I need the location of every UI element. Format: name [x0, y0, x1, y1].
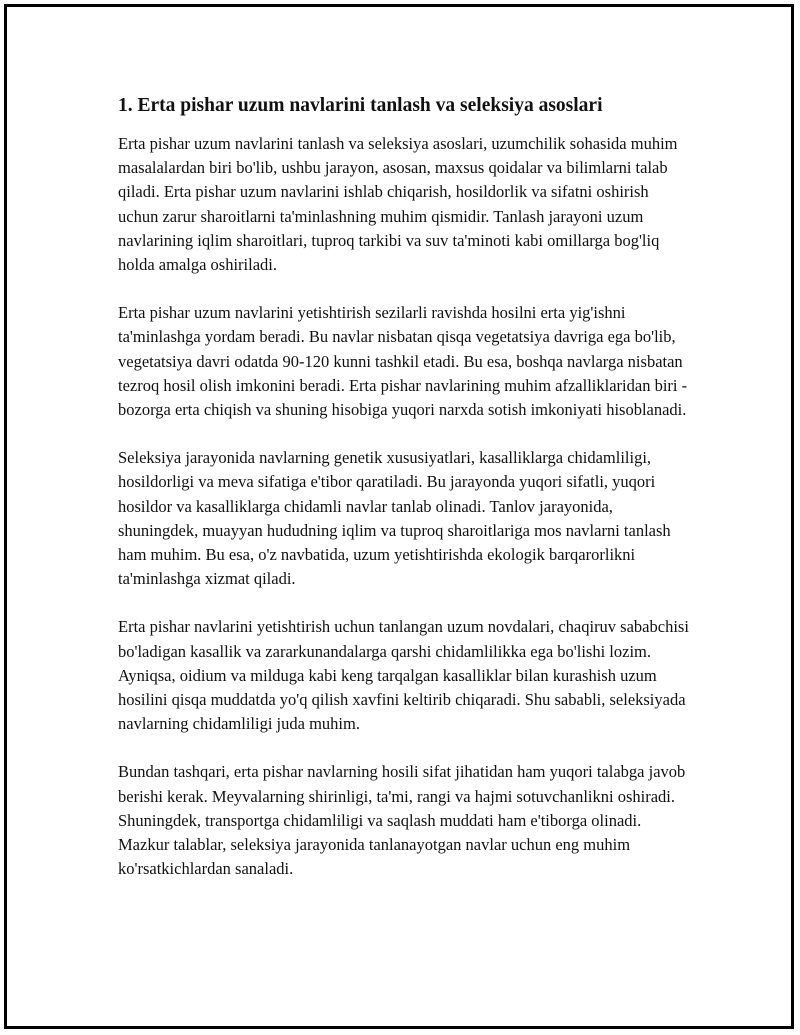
- section-heading: 1. Erta pishar uzum navlarini tanlash va seleksiya asoslari: [118, 95, 603, 116]
- paragraph-3: Seleksiya jarayonida navlarning genetik xususiyatlari, kasalliklarga chidamliligi, hosildorligi va meva sifatiga e'tibor qaratiladi. Bu jarayonda yuqori sifatli, yuqori hosildor va kasalliklarga chidamli navlar tanlab olinadi. Tanlov jarayonida, shuningdek, muayyan hududning iqlim va tuproq sharoitlariga mos navlarni tanlash ham muhim. Bu esa, o'z navbatida, uzum yetishtirishda ekologik barqarorlikni ta'minlashga xizmat qiladi.: [118, 448, 671, 589]
- paragraph-4: Erta pishar navlarini yetishtirish uchun tanlangan uzum novdalari, chaqiruv sababchisi bo'ladigan kasallik va zararkunandalarga qarshi chidamlilikka ega bo'lishi lozim. Ayniqsa, oidium va milduga kabi keng tarqalgan kasalliklar bilan kurashish uzum hosilini qisqa muddatda yo'q qilish xavfini keltirib chiqaradi. Shu sababli, seleksiyada navlarning chidamliligi juda muhim.: [118, 617, 689, 734]
- paragraph-2: Erta pishar uzum navlarini yetishtirish sezilarli ravishda hosilni erta yig'ishni ta'minlashga yordam beradi. Bu navlar nisbatan qisqa vegetatsiya davriga ega bo'lib, vegetatsiya davri odatda 90-120 kunni tashkil etadi. Bu esa, boshqa navlarga nisbatan tezroq hosil olish imkonini beradi. Erta pishar navlarining muhim afzalliklaridan biri - bozorga erta chiqish va shuning hisobiga yuqori narxda sotish imkoniyati hisoblanadi.: [118, 303, 688, 420]
- paragraph-5: Bundan tashqari, erta pishar navlarning hosili sifat jihatidan ham yuqori talabga javob berishi kerak. Meyvalarning shirinligi, ta'mi, rangi va hajmi sotuvchanlikni oshiradi. Shuningdek, transportga chidamliligi va saqlash muddati ham e'tiborga olinadi. Mazkur talablar, seleksiya jarayonida tanlanayotgan navlar uchun eng muhim ko'rsatkichlardan sanaladi.: [118, 762, 686, 879]
- paragraph-1: Erta pishar uzum navlarini tanlash va seleksiya asoslari, uzumchilik sohasida muhim masalalardan biri bo'lib, ushbu jarayon, asosan, maxsus qoidalar va bilimlarni talab qiladi. Erta pishar uzum navlarini ishlab chiqarish, hosildorlik va sifatni oshirish uchun zarur sharoitlarni ta'minlashning muhim qismidir. Tanlash jarayoni uzum navlarining iqlim sharoitlari, tuproq tarkibi va suv ta'minoti kabi omillarga bog'liq holda amalga oshiriladi.: [118, 134, 678, 275]
- document-body: [118, 92, 693, 905]
